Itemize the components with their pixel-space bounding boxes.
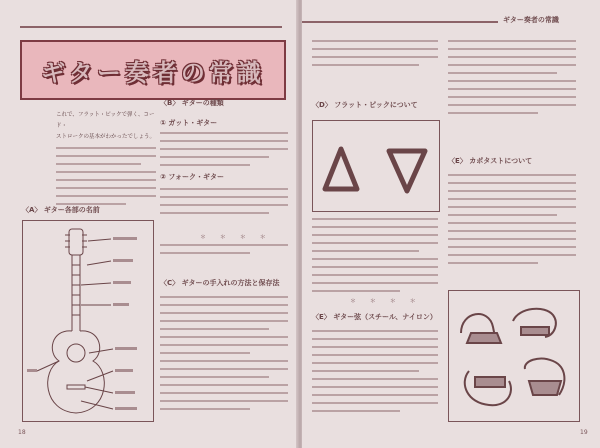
care-text [160, 296, 288, 416]
star-divider-left: ＊ ＊ ＊ ＊ [200, 234, 272, 241]
section-care-heading: 〈C〉 ギターの手入れの方法と保存法 [160, 279, 280, 287]
intro-text [56, 110, 156, 211]
flat-pick-icon [313, 121, 439, 211]
chapter-title: ギター奏者の常識 [41, 58, 265, 87]
section-types-heading: 〈B〉 ギターの種類 [160, 99, 224, 107]
page-number-left: 18 [18, 429, 26, 436]
folk-text [160, 188, 288, 220]
star-divider-right: ＊ ＊ ＊ ＊ [350, 298, 422, 305]
section-parts-heading: 〈A〉 ギター各部の名前 [22, 206, 100, 214]
pick-figure [312, 120, 440, 212]
section-capo-heading: 〈E〉 カポタストについて [448, 157, 533, 165]
subsection-gut-heading: ① ガット・ギター [160, 119, 218, 127]
page-number-right: 19 [580, 429, 588, 436]
top-rule [20, 26, 282, 28]
guitar-illustration [23, 221, 153, 421]
section-pick-heading: 〈D〉 フラット・ピックについて [312, 101, 418, 109]
running-head-rule [302, 21, 498, 23]
running-head-label: ギター奏者の常識 [503, 16, 559, 24]
right-intro-text [312, 40, 438, 72]
guitar-figure [22, 220, 154, 422]
gut-text [160, 132, 288, 172]
chapter-title-box [20, 40, 286, 100]
running-head [302, 14, 600, 30]
capo-illustration [449, 291, 579, 421]
strings-text [312, 330, 438, 418]
intro-line-1: これで、フラット・ピックで弾く、コード・ [56, 112, 155, 129]
subsection-folk-label: フォーク・ギター [168, 173, 224, 181]
capo-figure [448, 290, 580, 422]
right-column-text [448, 40, 576, 120]
capo-text [448, 174, 576, 270]
types-summary-text [160, 244, 288, 260]
subsection-folk-heading: ② フォーク・ギター [160, 173, 224, 181]
pick-text [312, 218, 438, 298]
subsection-gut-label: ガット・ギター [168, 119, 218, 127]
section-strings-heading: 〈E〉 ギター弦（スチール、ナイロン） [312, 313, 437, 321]
intro-line-2: ストロークの基本がわかったでしょう。 [56, 134, 156, 140]
